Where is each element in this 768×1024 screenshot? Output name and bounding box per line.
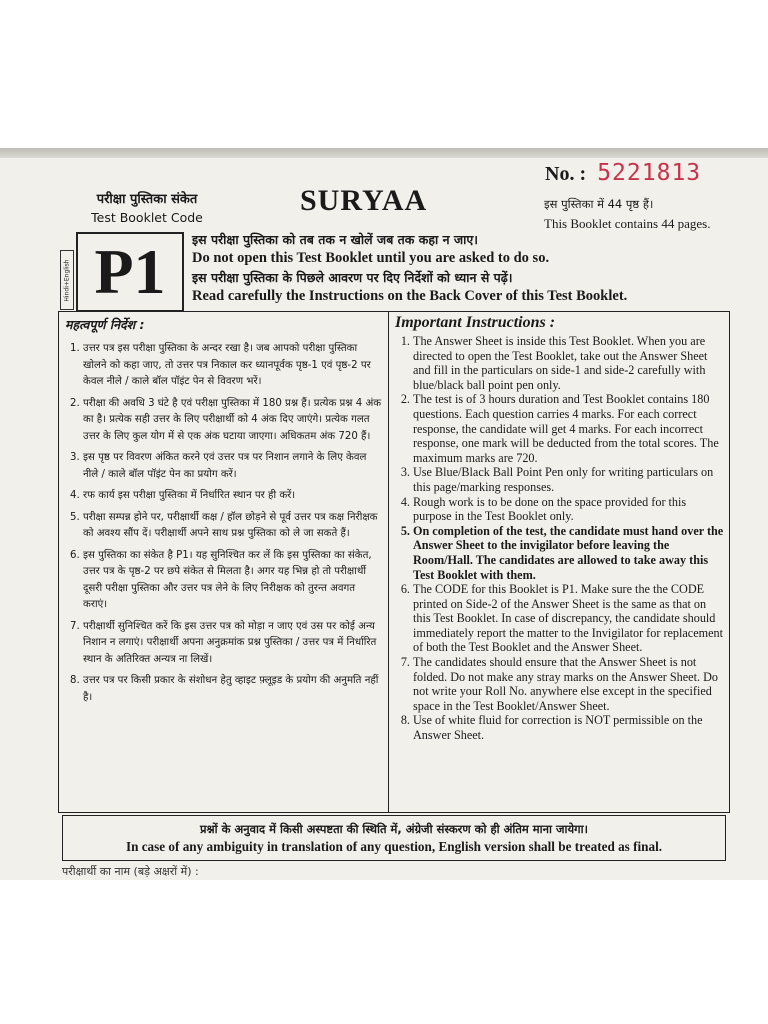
background-bottom (0, 880, 768, 1024)
instructions-english-heading: Important Instructions : (395, 314, 556, 331)
instruction-hindi-item: 1. उत्तर पत्र इस परीक्षा पुस्तिका के अन्दर रखा है। जब आपको परीक्षा पुस्तिका खोलने को कहा जाए, तो उत्तर पत्र निकाल कर ध्यानपूर्वक पृष्ठ-1 एवं पृष्ठ-2 पर केवल नीले / काले बॉल पॉइंट पेन से विवरण भरें। (83, 341, 382, 391)
instructions-box (58, 311, 730, 813)
booklet-number-label: No. : (545, 163, 587, 185)
booklet-code-box (76, 232, 184, 312)
instructions-hindi-list (65, 341, 382, 706)
opening-warning (192, 230, 740, 306)
instructions-english-column (389, 312, 729, 812)
instruction-hindi-item: 2. परीक्षा की अवधि 3 घंटे है एवं परीक्षा पुस्तिका में 180 प्रश्न हैं। प्रत्येक प्रश्न 4 अंक का है। प्रत्येक सही उत्तर के लिए परीक्षार्थी को 4 अंक दिए जाएंगे। प्रत्येक गलत उत्तर के लिए कुल योग में से एक अंक घटाया जाएगा। अधिकतम अंक 720 हैं। (83, 396, 382, 446)
instructions-english-list (395, 334, 725, 743)
ambiguity-note-hindi: प्रश्नों के अनुवाद में किसी अस्पष्टता की स्थिति में, अंग्रेजी संस्करण को ही अंतिम माना जायेगा। (199, 822, 588, 836)
warning-line-2-hindi: इस परीक्षा पुस्तिका के पिछले आवरण पर दिए निर्देशों को ध्यान से पढ़ें। (192, 270, 513, 285)
instruction-hindi-item: 4. रफ कार्य इस परीक्षा पुस्तिका में निर्धारित स्थान पर ही करें। (83, 488, 382, 505)
instruction-english-item: 8. Use of white fluid for correction is NOT permissible on the Answer Sheet. (413, 713, 725, 742)
instruction-english-item: 7. The candidates should ensure that the Answer Sheet is not folded. Do not make any stray marks on the Answer Sheet. Do not write your Roll No. anywhere else except in the specified space in the Test Booklet/Answer Sheet. (413, 655, 725, 713)
instruction-english-item: 3. Use Blue/Black Ball Point Pen only for writing particulars on this page/marking responses. (413, 465, 725, 494)
candidate-name-label: परीक्षार्थी का नाम (बड़े अक्षरों में) : (62, 865, 199, 878)
instruction-english-item: 1. The Answer Sheet is inside this Test Booklet. When you are directed to open the Test Booklet, take out the Answer Sheet and fill in the particulars on side-1 and side-2 carefully with blue/black ball point pen only. (413, 334, 725, 392)
booklet-number (545, 160, 701, 186)
instruction-english-item: 6. The CODE for this Booklet is P1. Make sure the the CODE printed on Side-2 of the Answer Sheet is the same as that on this Test Booklet. In case of discrepancy, the candidate should immediately report the matter to the Invigilator for replacement of both the Test Booklet and the Answer Sheet. (413, 582, 725, 655)
warning-line-2-english: Read carefully the Instructions on the Back Cover of this Test Booklet. (192, 288, 628, 304)
language-tag (60, 250, 74, 310)
language-tag-text: Hindi+English (63, 258, 71, 302)
warning-line-1-english: Do not open this Test Booklet until you are asked to do so. (192, 250, 550, 266)
instruction-hindi-item: 8. उत्तर पत्र पर किसी प्रकार के संशोधन हेतु व्हाइट फ़्लूइड के प्रयोग की अनुमति नहीं है। (83, 673, 382, 706)
instruction-english-item: 5. On completion of the test, the candidate must hand over the Answer Sheet to the invigilator before leaving the Room/Hall. The candidates are allowed to take away this Test Booklet with them. (413, 524, 725, 582)
warning-line-1-hindi: इस परीक्षा पुस्तिका को तब तक न खोलें जब तक कहा न जाए। (192, 232, 479, 247)
instruction-hindi-item: 6. इस पुस्तिका का संकेत है P1। यह सुनिश्चित कर लें कि इस पुस्तिका का संकेत, उत्तर पत्र के पृष्ठ-2 पर छपे संकेत से मिलता है। अगर यह भिन्न हो तो परीक्षार्थी दूसरी परीक्षा पुस्तिका और उत्तर पत्र लेने के लिए निरीक्षक को तुरन्त अवगत कराएं। (83, 548, 382, 614)
background-top (0, 0, 768, 148)
booklet-number-value: 5221813 (597, 160, 702, 186)
instruction-english-item: 4. Rough work is to be done on the space provided for this purpose in the Test Booklet only. (413, 495, 725, 524)
instruction-hindi-item: 3. इस पृष्ठ पर विवरण अंकित करने एवं उत्तर पत्र पर निशान लगाने के लिए केवल नीले / काले बॉल पॉइंट पेन का प्रयोग करें। (83, 450, 382, 483)
booklet-code-value: P1 (94, 236, 166, 307)
translation-ambiguity-note (62, 815, 726, 861)
booklet-code-label-hindi: परीक्षा पुस्तिका संकेत (96, 192, 198, 207)
instruction-english-item: 2. The test is of 3 hours duration and Test Booklet contains 180 questions. Each question carries 4 marks. For each correct response, the candidate will get 4 marks. For each incorrect response, one mark will be deducted from the total scores. The maximum marks are 720. (413, 392, 725, 465)
ambiguity-note-english: In case of any ambiguity in translation of any question, English version shall be treated as final. (125, 839, 663, 854)
instructions-hindi-heading: महत्वपूर्ण निर्देश : (65, 317, 145, 332)
page-count (544, 195, 744, 233)
instructions-hindi-column (59, 312, 389, 812)
page-count-english: This Booklet contains 44 pages. (544, 216, 711, 231)
test-booklet-code-label (82, 191, 212, 227)
booklet-code-label-english: Test Booklet Code (91, 210, 203, 225)
booklet-title: SURYAA (300, 184, 428, 217)
page-count-hindi: इस पुस्तिका में 44 पृष्ठ हैं। (544, 197, 654, 211)
instruction-hindi-item: 5. परीक्षा सम्पन्न होने पर, परीक्षार्थी कक्ष / हॉल छोड़ने से पूर्व उत्तर पत्र कक्ष निरीक्षक को अवश्य सौंप दें। परीक्षार्थी अपने साथ प्रश्न पुस्तिका को ले जा सकते हैं। (83, 510, 382, 543)
instruction-hindi-item: 7. परीक्षार्थी सुनिश्चित करें कि इस उत्तर पत्र को मोड़ा न जाए एवं उस पर कोई अन्य निशान न लगाएं। परीक्षार्थी अपना अनुक्रमांक प्रश्न पुस्तिका / उत्तर पत्र में निर्धारित स्थान के अतिरिक्त अन्यत्र ना लिखें। (83, 619, 382, 669)
